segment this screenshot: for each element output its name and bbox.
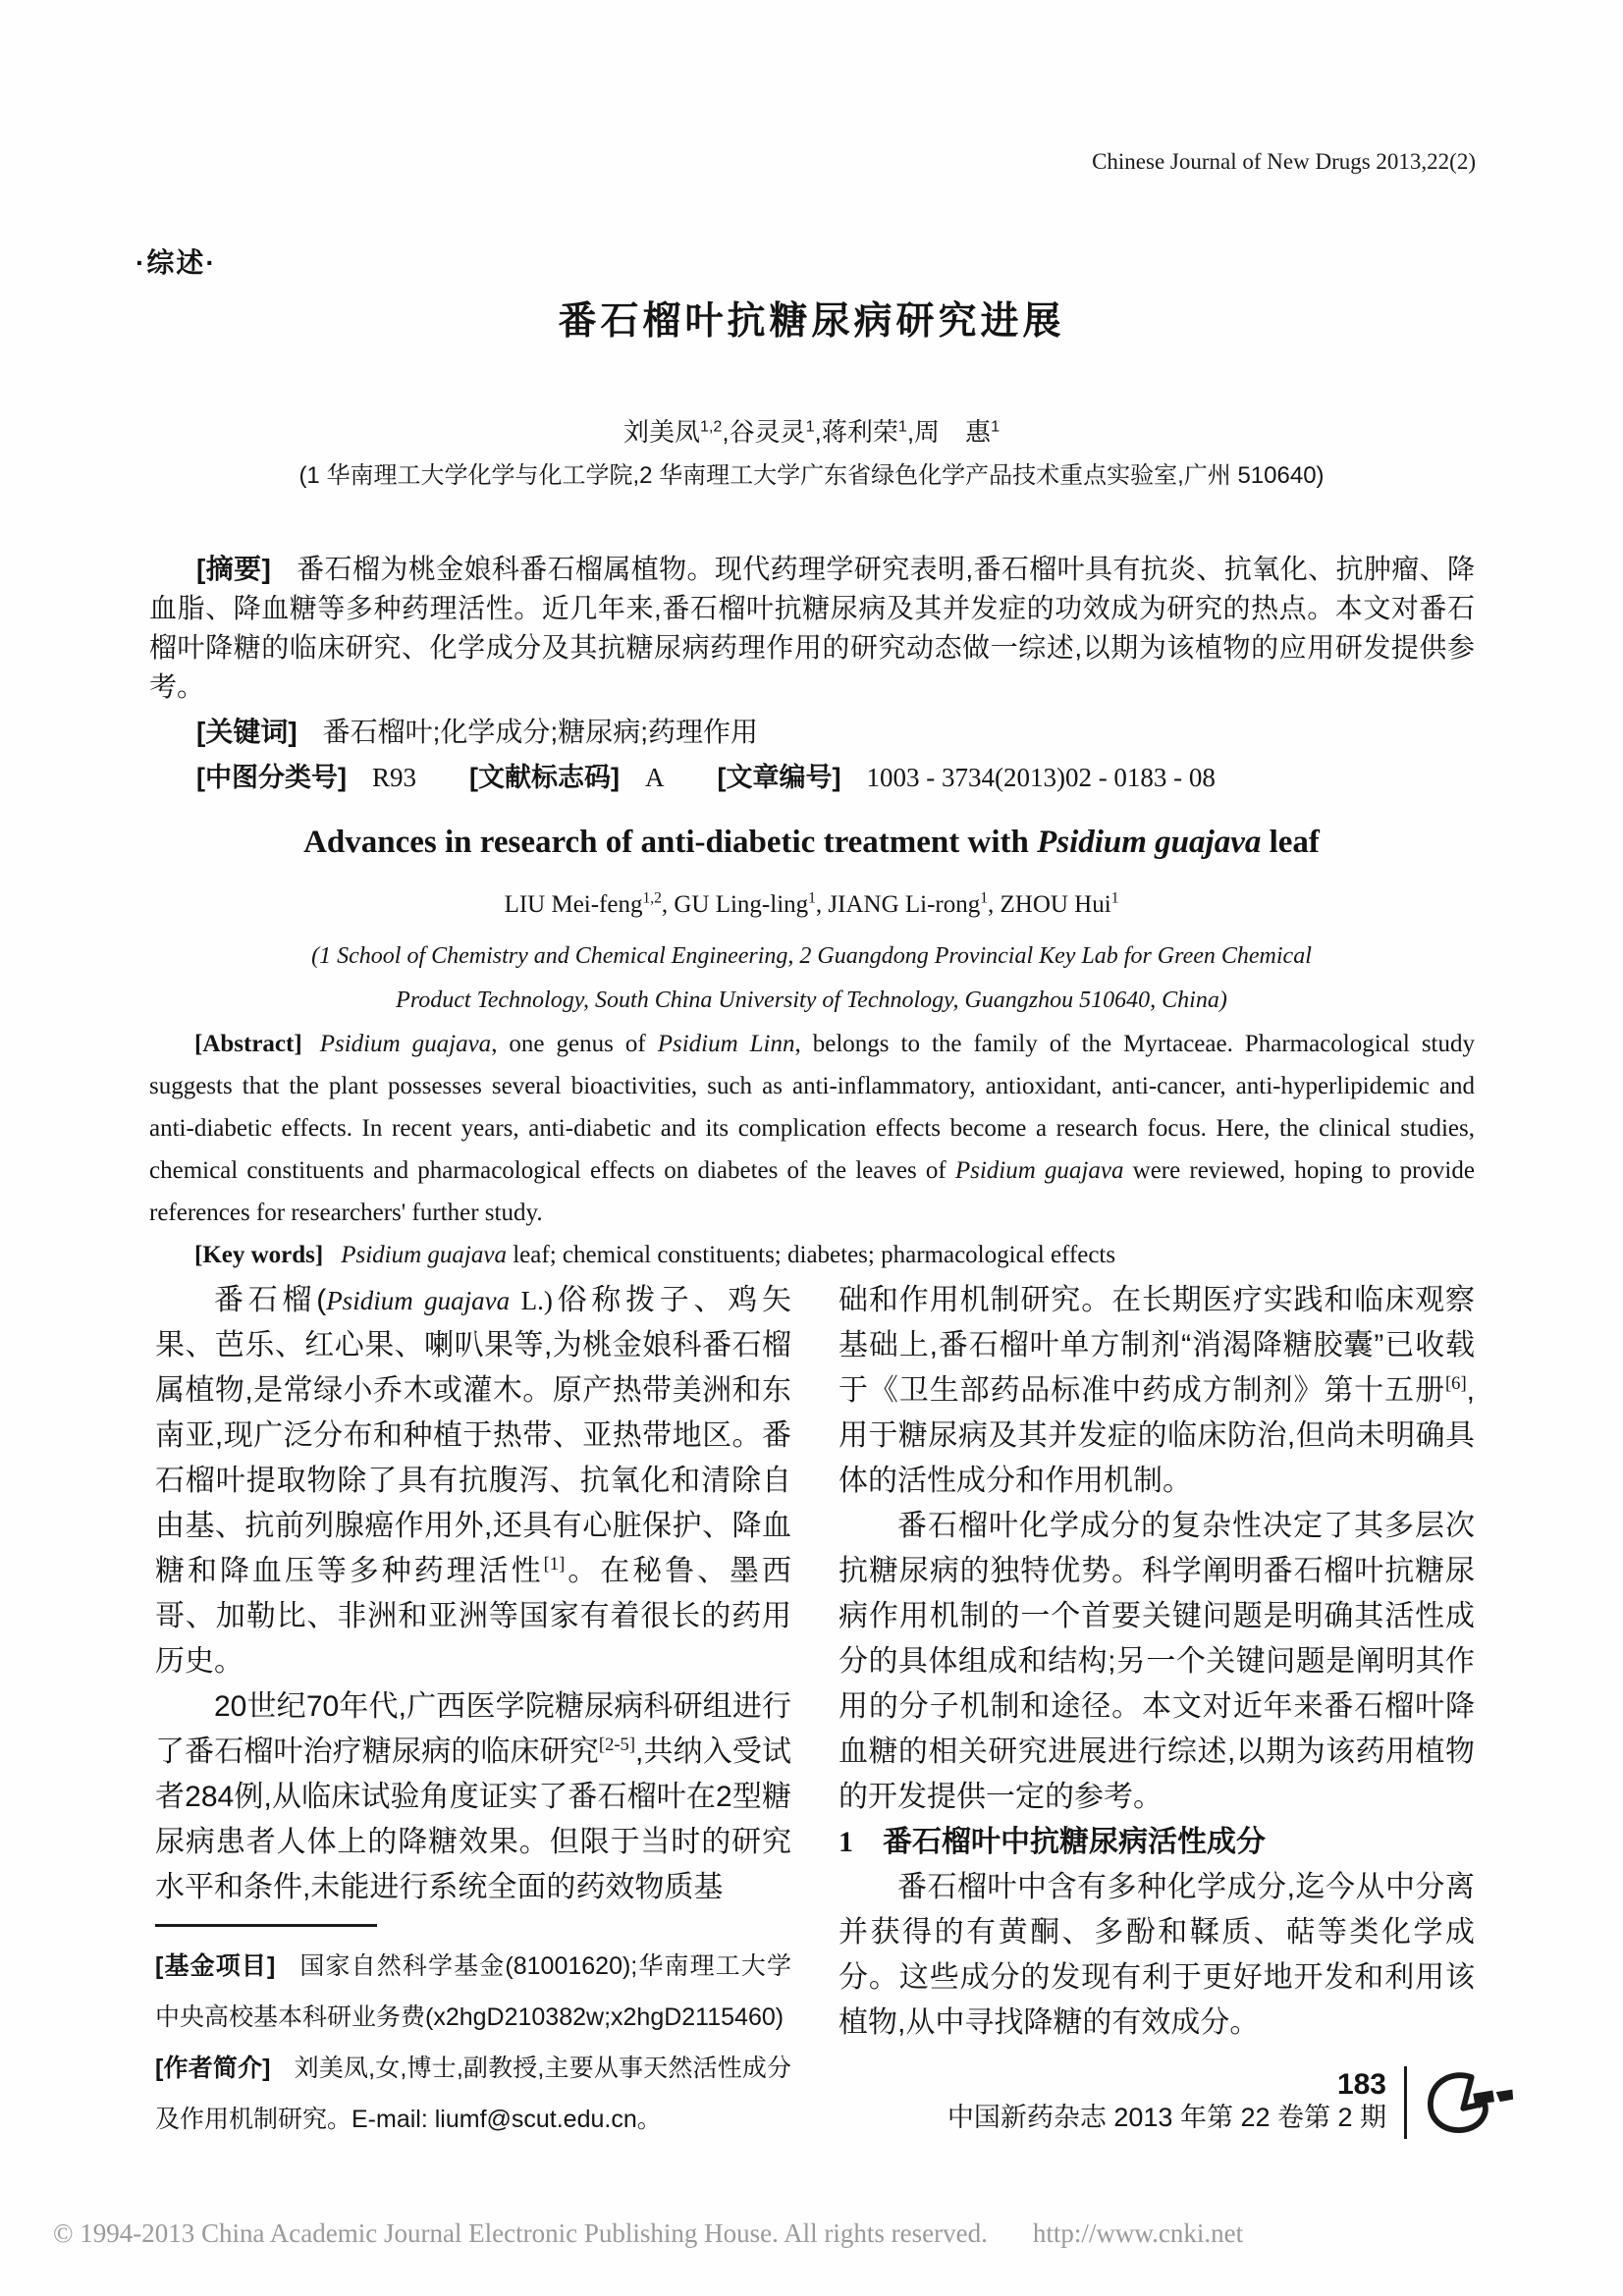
body-paragraph — [155, 1278, 791, 1684]
abstract-en — [149, 1023, 1475, 1234]
author-name: 蒋利荣 — [821, 417, 898, 447]
author-bio-footnote — [155, 2043, 791, 2145]
abstract-label-en: [Abstract] — [194, 1031, 302, 1057]
title-en-pre: Advances in research of anti-diabetic treatment with — [303, 825, 1038, 860]
copyright-text: © 1994-2013 China Academic Journal Electronic Publishing House. All rights reserved. — [53, 2218, 988, 2248]
footer-divider — [1404, 2066, 1407, 2139]
article-title-en — [0, 825, 1623, 861]
author-name-en: GU Ling-ling — [674, 891, 809, 918]
author-affil-sup: 1 — [991, 417, 1001, 436]
species-name: Psidium guajava — [326, 1286, 511, 1315]
author-name: 谷灵灵 — [729, 417, 806, 447]
fund-footnote — [155, 1941, 791, 2043]
body-paragraph: 番石榴叶中含有多种化学成分,迄今从中分离并获得的有黄酮、多酚和鞣质、萜等类化学成分。这些成分的发现有利于更好地开发和利用该植物,从中寻找降糖的有效成分。 — [839, 1871, 1475, 2039]
doc-code-value: A — [644, 763, 665, 792]
author-affil-sup-en: 1 — [1110, 889, 1119, 907]
title-en-post: leaf — [1261, 825, 1320, 860]
author-bio-label: [作者简介] — [155, 2055, 271, 2082]
author-byline-cn — [0, 412, 1623, 449]
author-name-en: ZHOU Hui — [1000, 891, 1111, 918]
citation-ref: [2-5] — [598, 1735, 636, 1755]
cnki-url: http://www.cnki.net — [1032, 2218, 1244, 2248]
author-name-en: JIANG Li-rong — [828, 891, 981, 918]
author-name-en: LIU Mei-feng — [504, 891, 643, 918]
body-columns — [155, 1278, 1475, 2145]
author-separator-en: , — [988, 891, 1001, 918]
keywords-label-en: [Key words] — [194, 1242, 324, 1268]
body-text: 俗称拨子、鸡矢果、芭乐、红心果、喇叭果等,为桃金娘科番石榴属植物,是常绿小乔木或灌木。原产热带美洲和东南亚,现广泛分布和种植于热带、亚热带地区。番石榴叶提取物除了具有抗腹泻、抗氧化和清除自由基、抗前列腺癌作用外,还具有心脏保护、降血糖和降血压等多种药理活性 — [155, 1284, 791, 1587]
body-text: ,共纳入受试者284例,从临床试验角度证实了番石榴叶在2型糖尿病患者人体上的降糖效果。但限于当时的研究水平和条件,未能进行系统全面的药效物质基 — [155, 1735, 792, 1903]
keywords-en-italic: Psidium guajava — [341, 1242, 507, 1268]
author-name: 刘美凤 — [622, 417, 700, 447]
journal-issue-line: 中国新药杂志 2013 年第 22 卷第 2 期 — [947, 2103, 1386, 2132]
abstract-en-italic: Psidium guajava — [954, 1157, 1124, 1184]
author-separator: , — [722, 417, 730, 447]
author-bio-text: 刘美凤,女,博士,副教授,主要从事天然活性成分及作用机制研究。E-mail: liumf@scut.edu.cn。 — [155, 2055, 791, 2133]
clc-label: [中图分类号] — [196, 763, 347, 792]
body-column-right — [839, 1278, 1475, 2145]
author-affil-sup-en: 1,2 — [642, 889, 662, 907]
abstract-cn — [149, 550, 1475, 707]
journal-logo-icon — [1421, 2065, 1519, 2140]
page-number: 183 — [1336, 2068, 1386, 2101]
keywords-label-cn: [关键词] — [196, 717, 298, 747]
abstract-text-cn: 番石榴为桃金娘科番石榴属植物。现代药理学研究表明,番石榴叶具有抗炎、抗氧化、抗肿瘤、降血脂、降血糖等多种药理活性。近几年来,番石榴叶抗糖尿病及其并发症的功效成为研究的热点。本文对番石榴叶降糖的临床研究、化学成分及其抗糖尿病药理作用的研究动态做一综述,以期为该植物的应用研发提供参考。 — [149, 554, 1475, 702]
body-text: 20世纪70年代,广西医学院糖尿病科研组进行了番石榴叶治疗糖尿病的临床研究 — [155, 1690, 791, 1768]
keywords-en — [149, 1234, 1475, 1276]
footnote-divider — [155, 1924, 377, 1927]
author-separator-en: , — [815, 891, 829, 918]
section-mark: ·综述· — [135, 247, 217, 278]
page-footer — [947, 2065, 1519, 2140]
abstract-en-italic: Psidium guajava — [319, 1031, 492, 1057]
body-column-left — [155, 1278, 791, 2145]
fund-label: [基金项目] — [155, 1952, 276, 1980]
author-separator-en: , — [661, 891, 675, 918]
author-affil-sup: 1,2 — [699, 417, 723, 436]
article-title-cn: 番石榴叶抗糖尿病研究进展 — [558, 300, 1065, 343]
author-name: 周 惠 — [914, 417, 992, 447]
section-heading — [839, 1820, 1475, 1865]
author-affil-sup-en: 1 — [980, 889, 988, 907]
body-text: 。在秘鲁、墨西哥、加勒比、非洲和亚洲等国家有着很长的药用历史。 — [155, 1555, 792, 1678]
body-paragraph — [155, 1684, 791, 1910]
body-text: 番石榴( — [214, 1284, 327, 1316]
fund-text: 国家自然科学基金(81001620);华南理工大学中央高校基本科研业务费(x2hgD210382w;x2hgD2115460) — [155, 1952, 791, 2031]
article-no-label: [文章编号] — [717, 763, 841, 792]
author-separator: , — [814, 417, 822, 447]
abstract-en-text: were reviewed, hoping to provide references for researchers' further study. — [149, 1157, 1475, 1226]
footer-text — [947, 2070, 1386, 2135]
author-byline-en — [0, 891, 1623, 919]
citation-ref: [1] — [543, 1554, 566, 1575]
species-authority: L.) — [510, 1286, 553, 1315]
keywords-cn — [149, 711, 1475, 750]
author-affil-sup-en: 1 — [808, 889, 816, 907]
keywords-en-text: leaf; chemical constituents; diabetes; pharmacological effects — [506, 1242, 1116, 1268]
footnote-block — [155, 1924, 791, 2145]
clc-value: R93 — [371, 763, 416, 792]
author-affil-sup: 1 — [897, 417, 907, 436]
abstract-en-text: , belongs to the family of the Myrtaceae. Pharmacological study suggests that the plant possesses several bioactivities, such as anti-inflammatory, antioxidant, anti-cancer, anti-hyperlipidemic and anti-diabetic effects. In recent years, anti-diabetic and its complication effects become a research focus. Here, the clinical studies, chemical constituents and pharmacological effects on diabetes of the leaves of — [149, 1031, 1475, 1184]
keywords-text-cn: 番石榴叶;化学成分;糖尿病;药理作用 — [322, 717, 758, 747]
affiliation-cn: (1 华南理工大学化学与化工学院,2 华南理工大学广东省绿色化学产品技术重点实验室,广州 510640) — [298, 462, 1325, 489]
body-paragraph — [839, 1278, 1475, 1504]
abstract-en-text: , one genus of — [491, 1031, 658, 1057]
title-en-genus: Psidium guajava — [1037, 825, 1262, 860]
abstract-label-cn: [摘要] — [196, 554, 271, 584]
body-text: 础和作用机制研究。在长期医疗实践和临床观察基础上,番石榴叶单方制剂“消渴降糖胶囊”已收载于《卫生部药品标准中药成方制剂》第十五册 — [839, 1284, 1475, 1407]
citation-ref: [6] — [1444, 1373, 1467, 1394]
author-affil-sup: 1 — [805, 417, 815, 436]
affiliation-en-line1: (1 School of Chemistry and Chemical Engineering, 2 Guangdong Provincial Key Lab for Green Chemical — [311, 943, 1312, 969]
abstract-en-italic: Psidium Linn — [657, 1031, 795, 1057]
section-title: 番石榴叶中抗糖尿病活性成分 — [883, 1826, 1266, 1858]
section-number: 1 — [839, 1826, 853, 1858]
doc-code-label: [文献标志码] — [469, 763, 620, 792]
author-separator: , — [906, 417, 915, 447]
classification-line — [149, 756, 1475, 794]
copyright-bar — [53, 2218, 1243, 2249]
journal-header: Chinese Journal of New Drugs 2013,22(2) — [1092, 149, 1476, 174]
abstract-block-en — [149, 1023, 1475, 1276]
affiliation-en — [0, 934, 1623, 1023]
body-text: ,用于糖尿病及其并发症的临床防治,但尚未明确具体的活性成分和作用机制。 — [839, 1374, 1475, 1497]
affiliation-en-line2: Product Technology, South China University of Technology, Guangzhou 510640, China) — [396, 988, 1227, 1013]
article-no-value: 1003 - 3734(2013)02 - 0183 - 08 — [866, 763, 1216, 792]
body-paragraph: 番石榴叶化学成分的复杂性决定了其多层次抗糖尿病的独特优势。科学阐明番石榴叶抗糖尿病作用机制的一个首要关键问题是明确其活性成分的具体组成和结构;另一个关键问题是阐明其作用的分子机制和途径。本文对近年来番石榴叶降血糖的相关研究进展进行综述,以期为该药用植物的开发提供一定的参考。 — [839, 1510, 1475, 1813]
